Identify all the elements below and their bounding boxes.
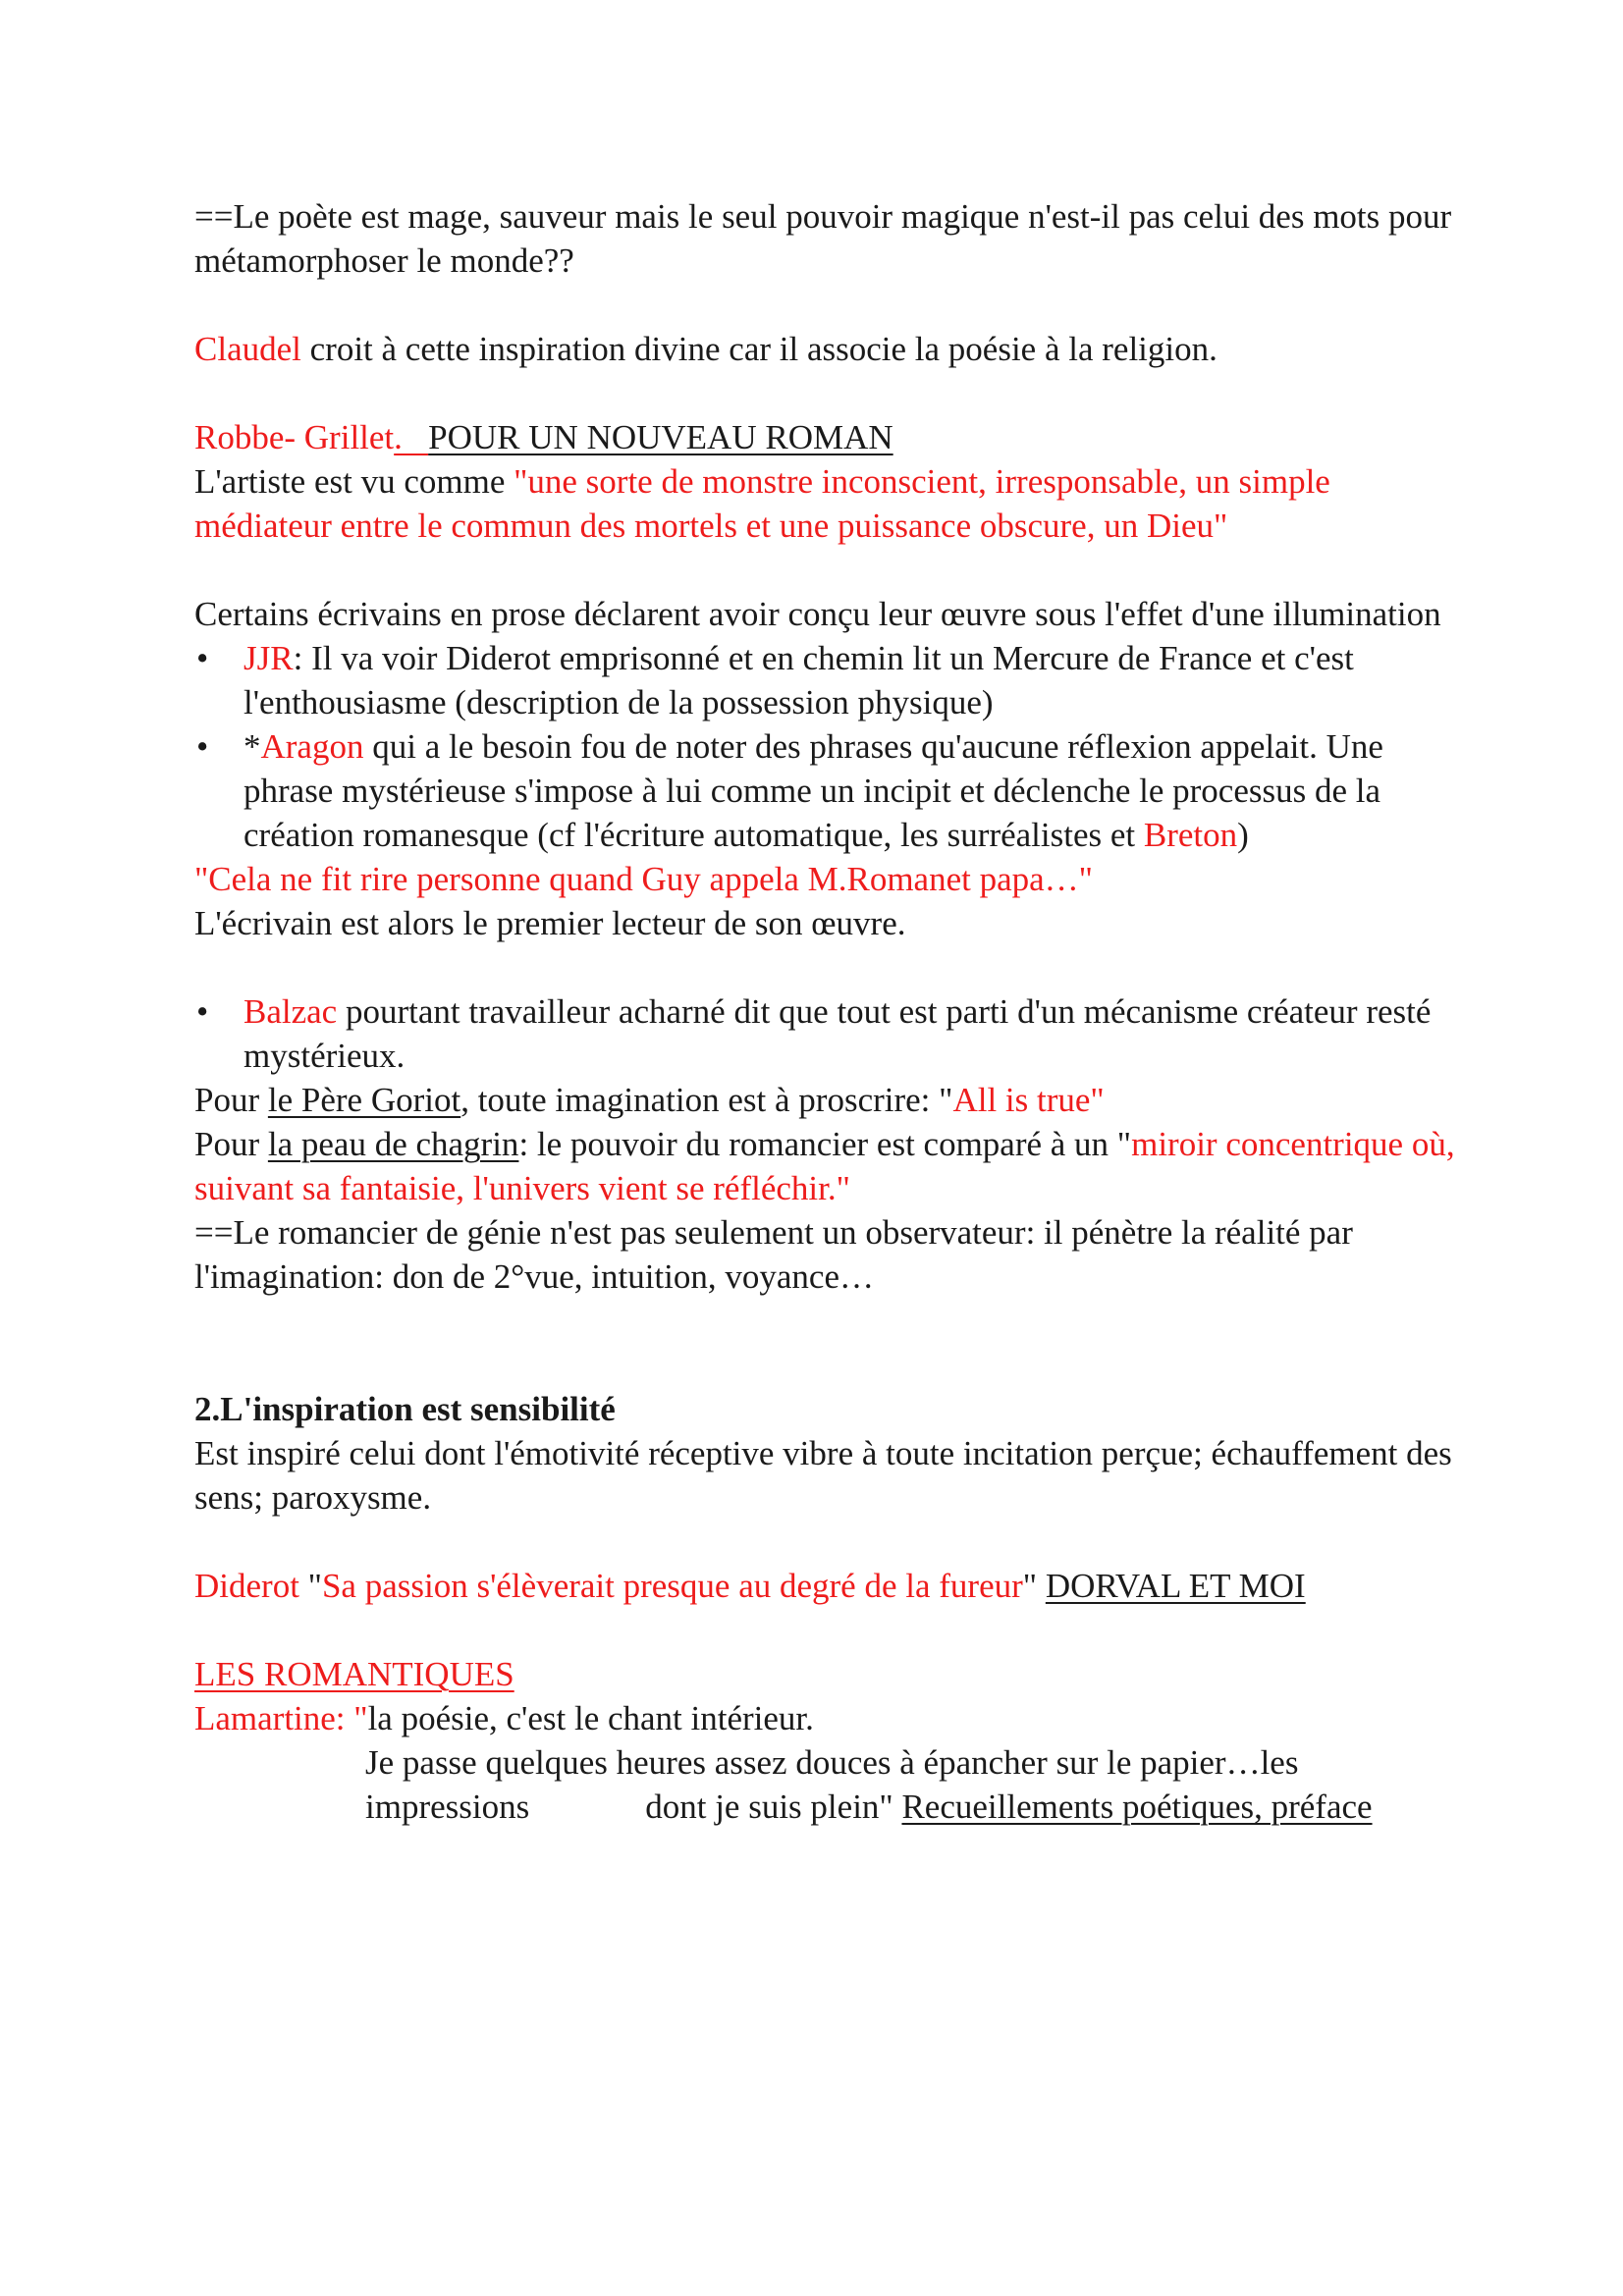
lamartine-quote-part1: Je passe quelques heures assez douces à épancher sur le papier…les impressions: [365, 1743, 1299, 1826]
paragraph-artiste: [194, 459, 1471, 548]
book-title-recueillements: Recueillements poétiques, préface: [901, 1788, 1373, 1826]
lamartine-text: la poésie, c'est le chant intérieur.: [367, 1699, 814, 1737]
heading-robbe-grillet: [194, 415, 1471, 459]
lamartine-quote-part2: dont je suis plein": [645, 1788, 902, 1826]
bullet-icon: •: [196, 727, 209, 766]
author-diderot: Diderot: [194, 1567, 299, 1605]
book-title-pere-goriot: le Père Goriot: [267, 1081, 461, 1119]
lamartine-quote-block: [194, 1740, 1471, 1829]
bullet-list-illumination: [194, 636, 1471, 857]
author-claudel: Claudel: [194, 330, 301, 368]
aragon-text: qui a le besoin fou de noter des phrases qu'aucune réflexion appelait. Une phrase mystérieuse s'impose à lui comme un incipit et déclenche le processus de la création romanesque (cf l'écriture automatique, les surréalistes et: [243, 727, 1383, 854]
book-title-dorval-et-moi: DORVAL ET MOI: [1045, 1567, 1306, 1605]
paragraph-romancier-genie: ==Le romancier de génie n'est pas seulement un observateur: il pénètre la réalité par l'imagination: don de 2°vue, intuition, voyance…: [194, 1213, 1353, 1296]
paragraph-claudel: [194, 327, 1471, 371]
diderot-open-quote: ": [298, 1567, 322, 1605]
list-item-jjr: [194, 636, 1471, 724]
bullet-list-balzac: [194, 989, 1471, 1078]
document-page: [194, 194, 1471, 1829]
chagrin-mid: : le pouvoir du romancier est comparé à un ": [518, 1125, 1132, 1163]
paragraph-premier-lecteur: L'écrivain est alors le premier lecteur de son œuvre.: [194, 904, 906, 942]
book-title-nouveau-roman: POUR UN NOUVEAU ROMAN: [428, 418, 893, 456]
artiste-intro: L'artiste est vu comme: [194, 462, 514, 501]
author-robbe-grillet: Robbe- Grillet: [194, 418, 395, 456]
claudel-text: croit à cette inspiration divine car il associe la poésie à la religion.: [300, 330, 1217, 368]
list-item-aragon: [194, 724, 1471, 857]
author-breton: Breton: [1143, 816, 1238, 854]
list-item-balzac: [194, 989, 1471, 1078]
paragraph-sensibilite: Est inspiré celui dont l'émotivité réceptive vibre à toute incitation perçue; échauffement des sens; paroxysme.: [194, 1434, 1452, 1517]
diderot-quote: Sa passion s'élèverait presque au degré de la fureur: [321, 1567, 1023, 1605]
chagrin-quote: miroir concentrique où, suivant sa fantaisie, l'univers vient se réfléchir.": [194, 1125, 1455, 1207]
aragon-close: ): [1237, 816, 1249, 854]
paragraph-pere-goriot: [194, 1078, 1471, 1122]
paragraph-poete-mage: ==Le poète est mage, sauveur mais le seul pouvoir magique n'est-il pas celui des mots pour métamorphoser le monde??: [194, 197, 1452, 280]
aragon-star: *: [243, 727, 261, 766]
bullet-icon: •: [196, 639, 209, 677]
goriot-pre: Pour: [194, 1081, 268, 1119]
balzac-text: pourtant travailleur acharné dit que tout est parti d'un mécanisme créateur resté mystérieux.: [243, 992, 1432, 1075]
paragraph-lamartine: [194, 1696, 1471, 1740]
diderot-close-quote: ": [1022, 1567, 1046, 1605]
artiste-quote: "une sorte de monstre inconscient, irresponsable, un simple médiateur entre le commun des mortels et une puissance obscure, un Dieu": [194, 462, 1330, 545]
paragraph-certains-ecrivains: Certains écrivains en prose déclarent avoir conçu leur œuvre sous l'effet d'une illumination: [194, 595, 1441, 633]
section-heading-sensibilite: 2.L'inspiration est sensibilité: [194, 1390, 616, 1428]
paragraph-diderot: [194, 1564, 1471, 1608]
jjr-text: : Il va voir Diderot emprisonné et en chemin lit un Mercure de France et c'est l'enthousiasme (description de la possession physique): [243, 639, 1354, 721]
author-aragon: Aragon: [260, 727, 364, 766]
paragraph-peau-de-chagrin: [194, 1122, 1471, 1210]
quote-cela: "Cela ne fit rire personne quand Guy appela M.Romanet papa…": [194, 860, 1093, 898]
author-balzac: Balzac: [243, 992, 338, 1031]
heading-les-romantiques: LES ROMANTIQUES: [194, 1655, 514, 1693]
goriot-quote: All is true": [952, 1081, 1105, 1119]
goriot-mid: , toute imagination est à proscrire: ": [460, 1081, 953, 1119]
book-title-peau-de-chagrin: la peau de chagrin: [267, 1125, 519, 1163]
chagrin-pre: Pour: [194, 1125, 268, 1163]
author-lamartine: Lamartine: ": [194, 1699, 368, 1737]
bullet-icon: •: [196, 992, 209, 1031]
robbe-separator: .: [394, 418, 429, 456]
author-jjr: JJR: [243, 639, 294, 677]
